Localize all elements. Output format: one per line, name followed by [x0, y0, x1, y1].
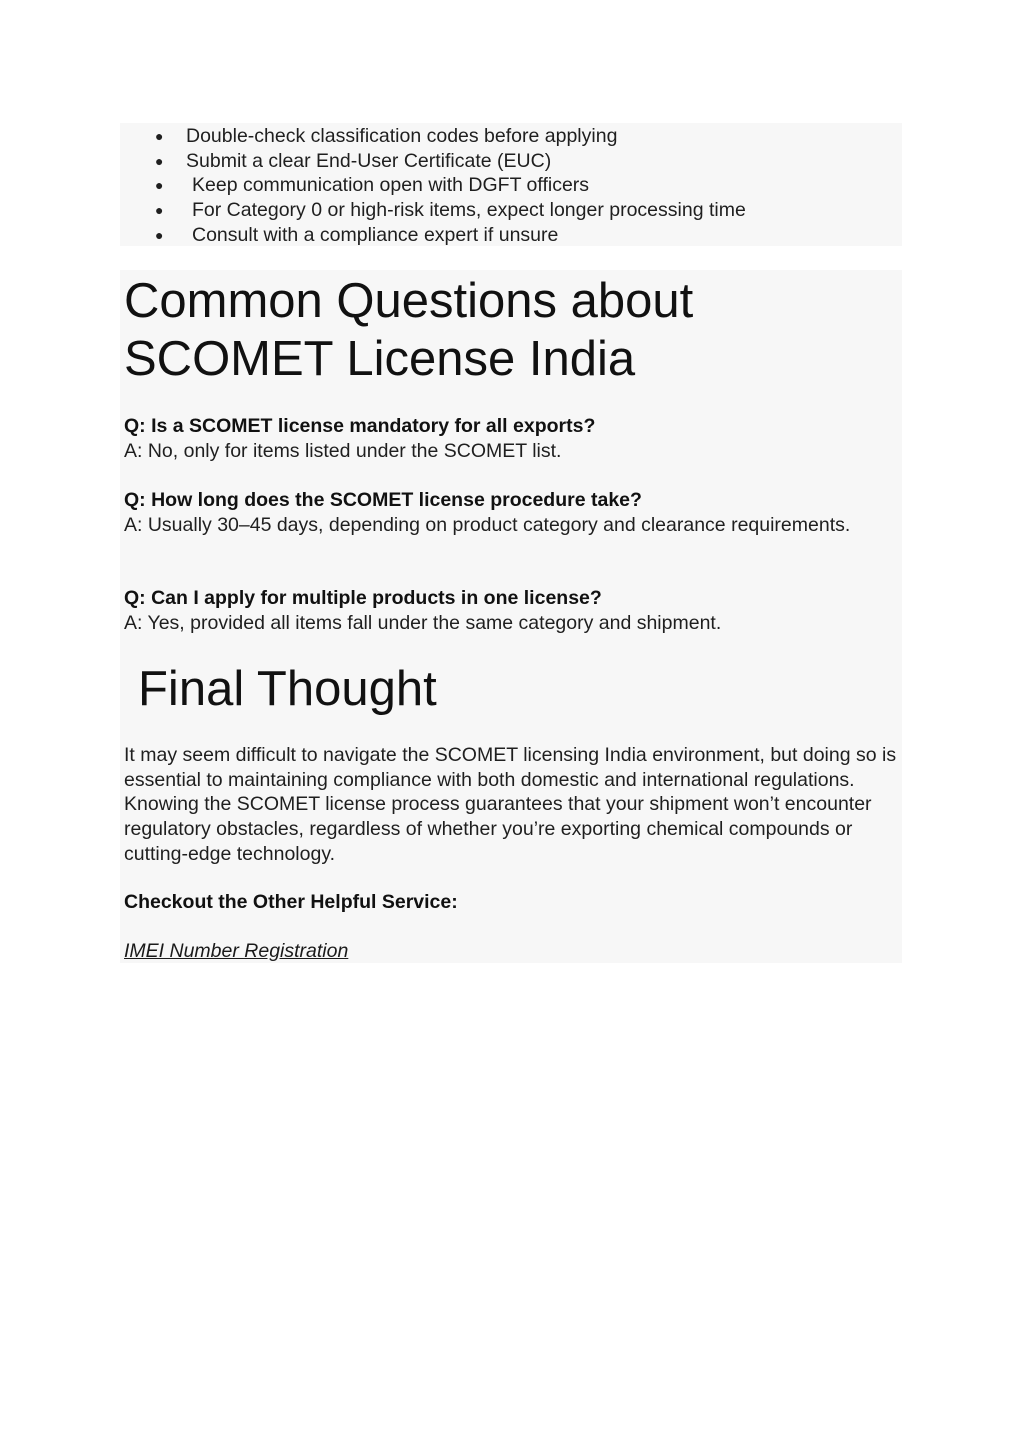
- tip-text: For Category 0 or high-risk items, expect longer processing time: [192, 199, 746, 222]
- tip-text: Consult with a compliance expert if unsure: [192, 223, 559, 246]
- bullet-icon: ●: [155, 226, 164, 243]
- checkout-label: Checkout the Other Helpful Service:: [124, 891, 458, 913]
- final-thought-heading: Final Thought: [138, 662, 437, 716]
- bullet-icon: ●: [155, 128, 164, 144]
- tip-text: Double-check classification codes before applying: [186, 125, 618, 147]
- faq-question: Q: Is a SCOMET license mandatory for all exports?: [124, 415, 596, 437]
- tip-text: Submit a clear End-User Certificate (EUC): [186, 149, 552, 172]
- faq-answer: A: Usually 30–45 days, depending on product category and clearance requirements.: [124, 513, 851, 536]
- bullet-icon: ●: [155, 177, 164, 194]
- tips-section: [120, 123, 902, 246]
- faq-item: [124, 414, 894, 463]
- final-thought-paragraph: It may seem difficult to navigate the SCOMET licensing India environment, but doing so is essential to maintaining compliance with both domestic and international regulations. Knowing the SCOMET license process guarantees that your shipment won’t encounter regulatory obstacles, regardless of whether you’re exporting chemical compounds or cutting-edge technology.: [124, 744, 897, 865]
- faq-heading: Common Questions about SCOMET License India: [124, 274, 694, 386]
- imei-registration-link[interactable]: IMEI Number Registration: [124, 940, 349, 962]
- tip-text: Keep communication open with DGFT officers: [192, 174, 590, 197]
- faq-item: [124, 586, 894, 635]
- bullet-icon: ●: [155, 152, 164, 169]
- faq-question: Q: How long does the SCOMET license procedure take?: [124, 489, 642, 511]
- faq-item: [124, 488, 894, 537]
- faq-answer: A: Yes, provided all items fall under the same category and shipment.: [124, 611, 722, 634]
- faq-question: Q: Can I apply for multiple products in one license?: [124, 587, 602, 609]
- bullet-icon: ●: [155, 202, 164, 219]
- faq-answer: A: No, only for items listed under the SCOMET list.: [124, 439, 562, 462]
- faq-and-final-section: [120, 270, 902, 963]
